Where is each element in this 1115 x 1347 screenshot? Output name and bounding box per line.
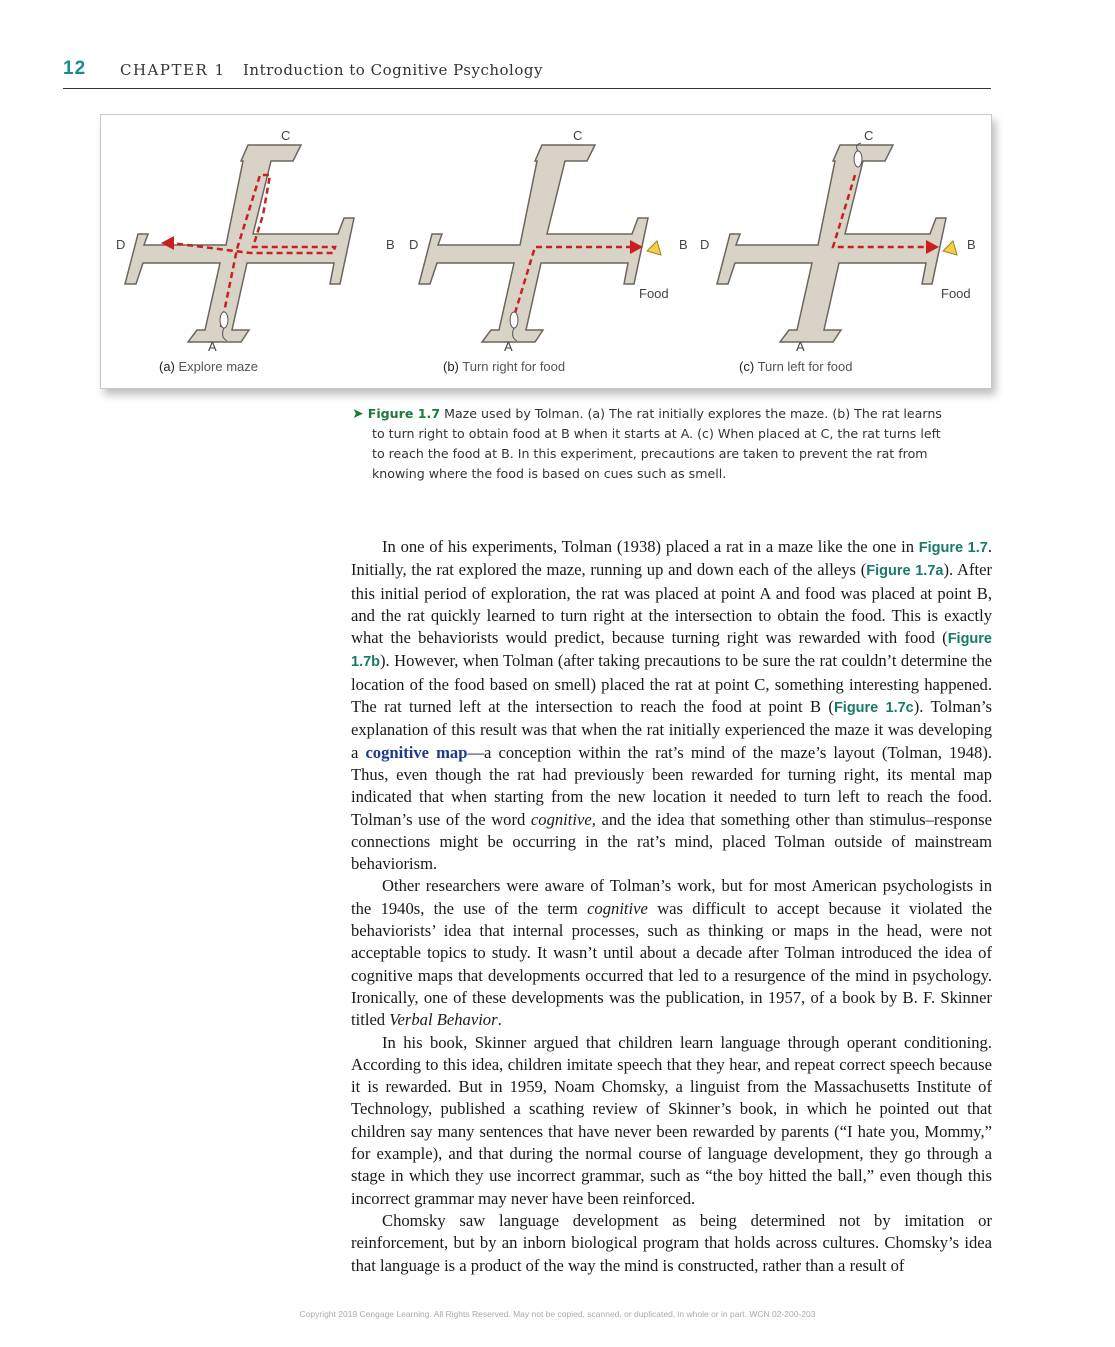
panel-caption-a: (a) Explore maze xyxy=(159,359,258,374)
key-term: cognitive map xyxy=(365,742,468,762)
paragraph: In his book, Skinner argued that children learn language through operant conditioning. According to this idea, children imitate speech that they hear, and repeat correct speech because it is rewarded. But in 1959, Noam Chomsky, a linguist from the Massachusetts Institute of Technology, published a scathing review of Skinner’s book, in which he pointed out that children say many sentences that have never been rewarded by parents (“I hate you, Mommy,” for example), and that during the normal course of language development, they go through a stage in which they use incorrect grammar, such as “the boy hitted the ball,” even though this incorrect grammar may never have been reinforced. xyxy=(351,1032,992,1208)
label-d: D xyxy=(700,237,710,252)
label-b: B xyxy=(679,237,688,252)
maze-diagram-b xyxy=(395,115,691,388)
figure-1-7 xyxy=(100,114,992,389)
caption-line: to reach the food at B. In this experiment, precautions are taken to prevent the rat from xyxy=(372,446,928,461)
label-d: D xyxy=(409,237,419,252)
food-label: Food xyxy=(639,286,669,301)
caption-arrow-icon: ➤ xyxy=(352,406,364,422)
maze-diagram-a xyxy=(101,115,397,388)
figure-reference[interactable]: Figure 1.7c xyxy=(833,700,914,717)
paragraph: Other researchers were aware of Tolman’s work, but for most American psychologists in the 1940s, the use of the term cognitive was difficult to accept because it violated the behaviorists’ idea that internal processes, such as thinking or maps in the head, were not acceptable topics to study. It wasn’t until about a decade after Tolman introduced the idea of cognitive maps that developments occurred that led to a resurgence of the mind in psychology. Ironically, one of these developments was the publication, in 1957, of a book by B. F. Skinner titled Verbal Behavior. xyxy=(351,876,992,1030)
copyright-footer: Copyright 2019 Cengage Learning. All Rights Reserved. May not be copied, scanned, or duplicated, in whole or in part. WCN 02-200-203 xyxy=(299,1309,816,1319)
maze-panel-b xyxy=(395,115,691,388)
caption-line: to turn right to obtain food at B when it starts at A. (c) When placed at C, the rat turns left xyxy=(372,426,941,441)
cheese-icon xyxy=(943,241,957,255)
figure-reference[interactable]: Figure 1.7a xyxy=(866,563,944,580)
chapter-title: Introduction to Cognitive Psychology xyxy=(243,61,543,79)
maze-panel-a xyxy=(101,115,397,388)
maze-shape xyxy=(717,145,946,342)
maze-diagram-c xyxy=(693,115,989,388)
maze-panel-c xyxy=(693,115,989,388)
body-text xyxy=(351,536,992,1277)
figure-caption xyxy=(352,404,992,484)
label-a: A xyxy=(796,339,805,354)
label-a: A xyxy=(504,339,513,354)
paragraph: In one of his experiments, Tolman (1938) placed a rat in a maze like the one in Figure 1.7. Initially, the rat explored the maze, running up and down each of the alleys (Figure 1.7a). After this initial period of exploration, the rat was placed at point A and food was placed at point B, and the rat quickly learned to turn right at the intersection to obtain the food. This is exactly what the behaviorists would predict, because turning right was rewarded with food (Figure 1.7b). However, when Tolman (after taking precautions to be sure the rat couldn’t determine the location of the food based on smell) placed the rat at point C, something interesting happened. The rat turned left at the intersection to reach the food at point B (Figure 1.7c). Tolman’s explanation of this result was that when the rat initially experienced the maze it was developing a cognitive map—a conception within the rat’s mind of the maze’s layout (Tolman, 1948). Thus, even though the rat had previously been rewarded for turning right, its mental map indicated that when starting from the new location it needed to turn left to reach the food. Tolman’s use of the word cognitive, and the idea that something other than stimulus–response connections might be occurring in the rat’s mind, placed Tolman outside of mainstream behaviorism. xyxy=(351,537,993,874)
chapter-label: CHAPTER 1 xyxy=(120,61,226,79)
label-d: D xyxy=(116,237,126,252)
cheese-icon xyxy=(647,241,661,255)
figure-reference[interactable]: Figure 1.7b xyxy=(351,631,992,671)
panel-caption-b: (b) Turn right for food xyxy=(443,359,566,374)
food-label: Food xyxy=(941,286,971,301)
label-b: B xyxy=(386,237,395,252)
figure-label: Figure 1.7 xyxy=(367,406,441,421)
caption-line: knowing where the food is based on cues such as smell. xyxy=(372,466,727,481)
running-header xyxy=(63,60,991,89)
label-b: B xyxy=(967,237,976,252)
label-c: C xyxy=(281,128,291,143)
maze-shape xyxy=(419,145,648,342)
label-c: C xyxy=(864,128,874,143)
paragraph: Chomsky saw language development as being determined not by imitation or reinforcement, but by an inborn biological program that holds across cultures. Chomsky’s idea that language is a product of the way the mind is constructed, rather than a result of xyxy=(351,1210,992,1275)
label-c: C xyxy=(573,128,583,143)
caption-line: Maze used by Tolman. (a) The rat initially explores the maze. (b) The rat learns xyxy=(444,406,942,421)
figure-reference[interactable]: Figure 1.7 xyxy=(918,540,988,556)
page-number: 12 xyxy=(63,58,87,79)
panel-caption-c: (c) Turn left for food xyxy=(739,359,853,374)
label-a: A xyxy=(208,339,217,354)
